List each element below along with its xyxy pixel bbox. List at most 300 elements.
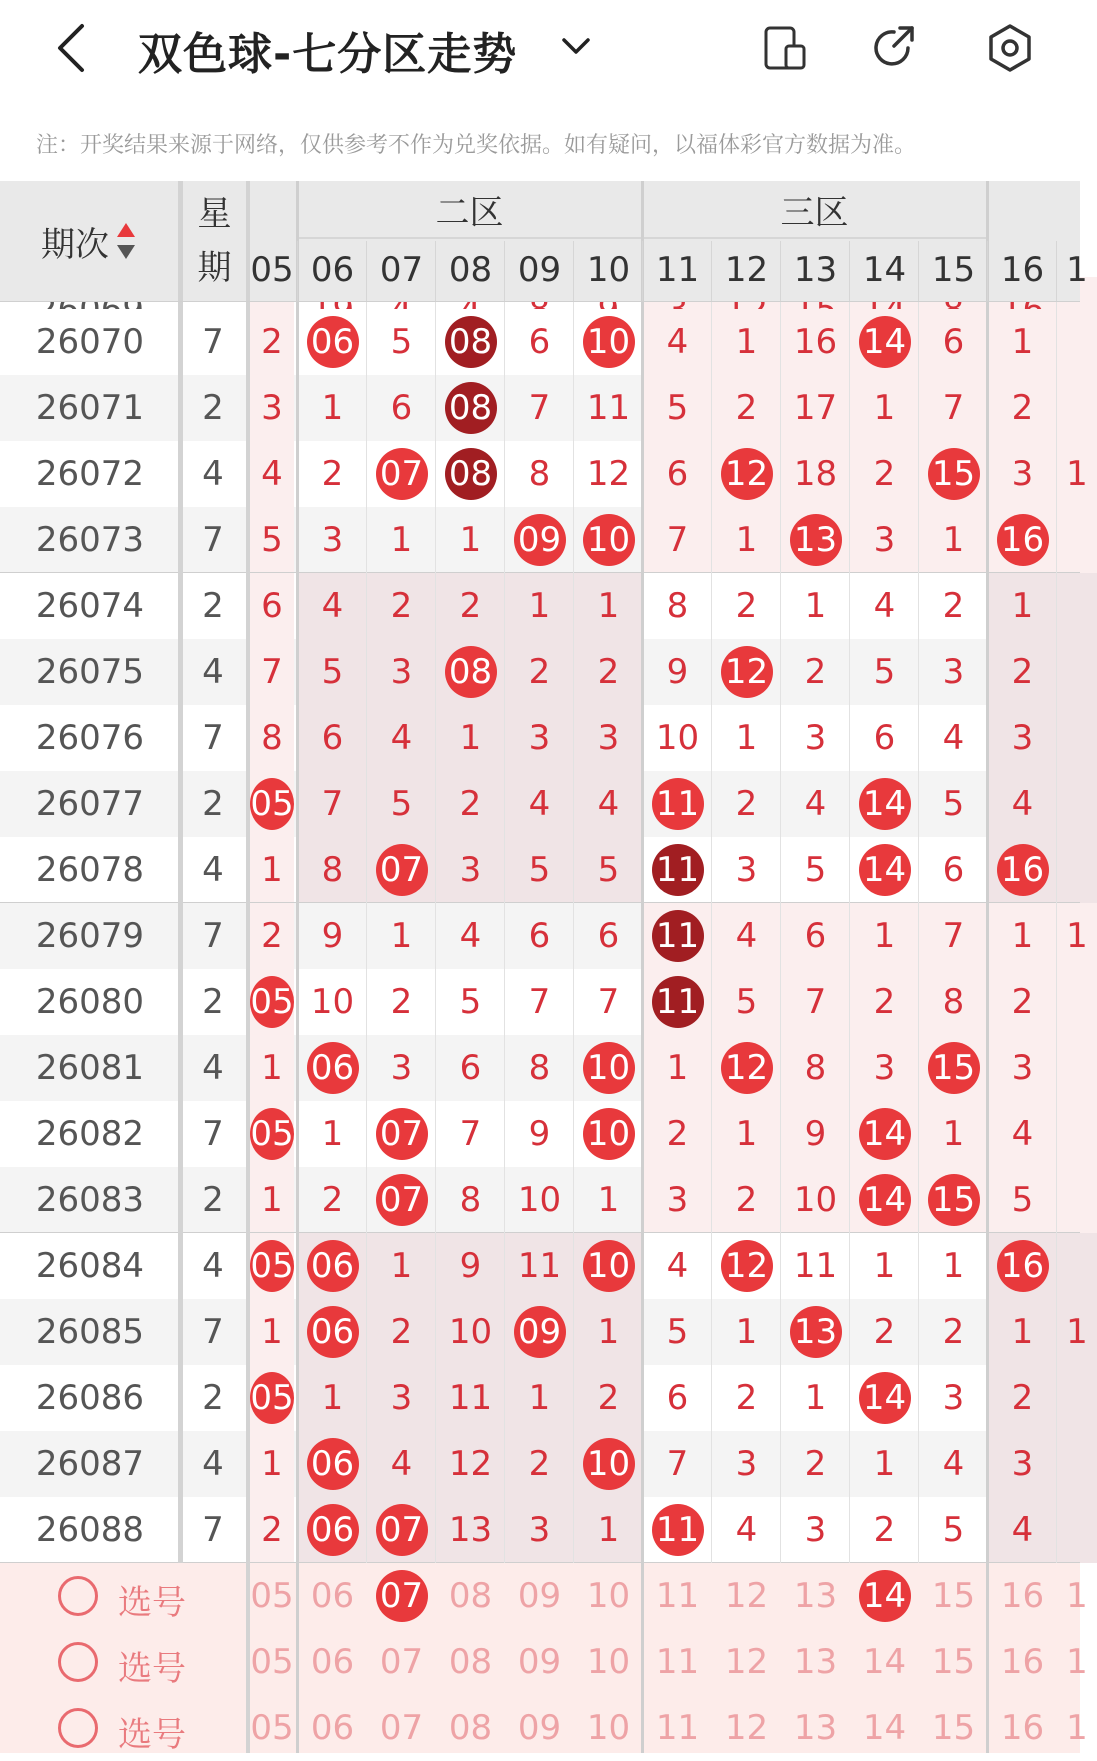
weekday-cell: 7 [202,1312,224,1352]
select-number[interactable]: 09 [517,1708,562,1748]
trend-cell: 6 [666,454,689,494]
trend-cell: 1 [804,586,827,626]
select-number[interactable]: 10 [586,1708,631,1748]
trend-cell: 2 [735,1378,758,1418]
column-separator [296,181,299,1753]
trend-cell: 1 [261,1180,283,1220]
trend-cell: 5 [528,850,551,890]
select-number[interactable] [367,1563,436,1629]
trend-cell: 1 [735,1114,758,1154]
drawn-number-ball: 10 [583,1438,635,1490]
select-number[interactable]: 16 [1000,1708,1045,1748]
top-bar [0,0,1080,100]
weekday-cell: 4 [202,652,224,692]
trend-cell [850,1167,919,1233]
column-separator [987,241,988,301]
drawn-number-ball: 14 [859,1108,911,1160]
trend-cell: 8 [528,1048,551,1088]
device-icon[interactable] [758,22,810,74]
drawn-number-ball: 05 [250,1240,294,1292]
trend-cell: 4 [528,784,551,824]
select-number[interactable]: 05 [250,1708,294,1748]
weekday-cell: 7 [202,916,224,956]
week-header [183,181,246,301]
trend-cell: 1 [1011,322,1034,362]
weekday-cell: 7 [202,520,224,560]
select-number[interactable]: 16 [1000,1576,1045,1616]
trend-cell: 2 [261,916,283,956]
select-number[interactable]: 1 [1066,1708,1088,1748]
select-number[interactable]: 12 [724,1708,769,1748]
trend-cell: 4 [942,1444,965,1484]
trend-cell [850,1365,919,1431]
trend-cell [298,1497,367,1563]
trend-cell: 5 [942,784,965,824]
drawn-number-ball: 16 [997,514,1049,566]
trend-cell: 7 [942,916,965,956]
drawn-number-ball: 07 [376,844,428,896]
trend-cell: 2 [873,1312,896,1352]
trend-cell: 13 [448,1510,493,1550]
trend-cell: 12 [448,1444,493,1484]
trend-cell: 1 [1066,1312,1088,1352]
trend-cell: 7 [321,784,344,824]
column-header: 09 [517,250,562,290]
weekday-cell: 7 [202,322,224,362]
trend-cell [574,507,643,573]
trend-cell: 1 [873,1444,896,1484]
trend-cell: 3 [390,1378,413,1418]
trend-cell: 18 [793,454,838,494]
weekday-cell: 2 [202,982,224,1022]
column-separator [918,241,919,1563]
trend-grid[interactable] [0,181,1088,1755]
select-number[interactable]: 05 [250,1642,294,1682]
trend-cell: 5 [261,520,283,560]
column-separator [642,241,643,301]
period-header[interactable] [0,181,178,301]
trend-cell: 1 [261,1444,283,1484]
column-header: 14 [862,250,907,290]
trend-cell: 1 [1011,586,1034,626]
drawn-number-ball: 07 [376,1504,428,1556]
chevron-down-icon[interactable] [558,32,594,62]
trend-cell: 1 [873,1246,896,1286]
column-header: 16 [1000,250,1045,290]
weekday-cell: 4 [202,454,224,494]
select-number[interactable]: 1 [1066,1576,1088,1616]
select-number[interactable]: 15 [931,1576,976,1616]
column-separator [366,241,367,1563]
trend-cell: 4 [1011,1510,1034,1550]
selected-number-ball[interactable]: 07 [376,1570,428,1622]
trend-cell [781,507,850,573]
trend-cell: 1 [873,916,896,956]
period-cell: 26070 [35,322,145,362]
trend-cell: 5 [1011,1180,1034,1220]
drawn-number-ball: 06 [307,1438,359,1490]
trend-cell: 9 [321,916,344,956]
trend-cell: 4 [666,322,689,362]
trend-cell: 2 [528,1444,551,1484]
select-number[interactable]: 13 [793,1708,838,1748]
select-label[interactable]: 选号 [118,1715,186,1755]
column-header: 07 [379,250,424,290]
column-separator [504,241,505,1563]
select-number[interactable]: 08 [448,1708,493,1748]
trend-cell: 10 [448,1312,493,1352]
trend-cell: 11 [586,388,631,428]
column-header: 13 [793,250,838,290]
drawn-number-ball: 08 [445,646,497,698]
trend-cell: 4 [1011,1114,1034,1154]
drawn-number-ball: 11 [652,976,704,1028]
trend-cell [712,1233,781,1299]
trend-cell [988,507,1057,573]
select-number[interactable]: 09 [517,1576,562,1616]
select-number[interactable]: 11 [655,1642,700,1682]
trend-cell: 1 [528,1378,551,1418]
trend-cell: 1 [459,718,482,758]
trend-cell [643,837,712,903]
select-number[interactable] [850,1563,919,1629]
trend-cell: 10 [310,982,355,1022]
trend-cell: 2 [735,1180,758,1220]
trend-cell: 1 [942,520,965,560]
drawn-number-ball: 10 [583,316,635,368]
trend-cell [919,441,988,507]
drawn-number-ball: 12 [721,1240,773,1292]
select-number[interactable]: 12 [724,1642,769,1682]
trend-cell: 6 [321,718,344,758]
trend-cell: 1 [873,388,896,428]
drawn-number-ball: 13 [790,514,842,566]
trend-cell: 3 [804,1510,827,1550]
trend-cell: 7 [666,520,689,560]
trend-cell: 2 [528,652,551,692]
trend-cell: 2 [321,1180,344,1220]
trend-cell: 1 [1011,1312,1034,1352]
trend-cell: 5 [390,322,413,362]
trend-cell: 2 [597,1378,620,1418]
select-number[interactable]: 12 [724,1576,769,1616]
back-icon[interactable] [52,22,92,74]
trend-cell: 1 [1011,916,1034,956]
trend-cell: 4 [597,784,620,824]
trend-cell: 1 [321,1114,344,1154]
drawn-number-ball: 07 [376,448,428,500]
weekday-cell: 4 [202,1444,224,1484]
select-number[interactable]: 16 [1000,1642,1045,1682]
trend-cell: 6 [873,718,896,758]
trend-cell [250,1365,294,1431]
trend-cell [250,969,294,1035]
drawn-number-ball: 10 [583,1108,635,1160]
drawn-number-ball: 05 [250,976,294,1028]
column-separator [780,241,781,1563]
select-number[interactable]: 10 [586,1576,631,1616]
trend-cell: 1 [735,322,758,362]
trend-cell: 3 [1011,1444,1034,1484]
select-number[interactable]: 07 [379,1642,424,1682]
period-cell: 26075 [35,652,145,692]
trend-cell [250,1101,294,1167]
column-separator [573,241,574,301]
drawn-number-ball: 08 [445,382,497,434]
trend-cell: 4 [666,1246,689,1286]
period-cell: 26087 [35,1444,145,1484]
select-number[interactable]: 05 [250,1576,294,1616]
trend-cell: 11 [448,1378,493,1418]
trend-cell [436,375,505,441]
trend-cell: 2 [873,454,896,494]
trend-cell [367,1101,436,1167]
period-cell: 26079 [35,916,145,956]
trend-cell: 3 [321,520,344,560]
select-number[interactable]: 14 [862,1708,907,1748]
column-separator [178,181,183,1563]
trend-cell [712,639,781,705]
trend-cell: 5 [597,850,620,890]
trend-cell [505,507,574,573]
column-separator [780,241,781,301]
trend-cell: 7 [597,982,620,1022]
trend-cell [643,903,712,969]
column-separator [711,241,712,301]
trend-cell: 4 [390,718,413,758]
settings-icon[interactable] [984,22,1036,74]
trend-cell: 3 [1011,454,1034,494]
select-radio[interactable] [58,1642,98,1682]
trend-cell: 1 [261,1048,283,1088]
trend-cell: 2 [1011,982,1034,1022]
trend-cell [574,1233,643,1299]
trend-cell: 1 [735,520,758,560]
trend-cell: 4 [261,454,283,494]
select-number[interactable]: 07 [379,1708,424,1748]
select-radio[interactable] [58,1708,98,1748]
select-number[interactable]: 06 [310,1708,355,1748]
trend-cell: 2 [1011,1378,1034,1418]
trend-cell: 16 [793,322,838,362]
select-number[interactable]: 13 [793,1576,838,1616]
trend-cell: 2 [390,586,413,626]
column-separator [297,241,298,301]
trend-cell: 9 [528,1114,551,1154]
trend-cell: 7 [459,1114,482,1154]
select-number[interactable]: 15 [931,1708,976,1748]
drawn-number-ball: 06 [307,1042,359,1094]
trend-cell: 2 [942,1312,965,1352]
trend-cell [919,1167,988,1233]
drawn-number-ball: 08 [445,448,497,500]
trend-cell [850,309,919,375]
trend-cell: 2 [1011,388,1034,428]
select-number[interactable]: 1 [1066,1642,1088,1682]
column-separator [504,241,505,301]
trend-cell: 1 [597,1180,620,1220]
select-number[interactable]: 08 [448,1642,493,1682]
column-header: 1 [1066,250,1088,290]
trend-cell [367,1167,436,1233]
trend-cell: 1 [390,520,413,560]
select-label[interactable]: 选号 [118,1649,186,1689]
trend-cell: 6 [942,850,965,890]
drawn-number-ball: 05 [250,1372,294,1424]
column-header: 15 [931,250,976,290]
trend-cell [367,837,436,903]
trend-cell: 1 [735,1312,758,1352]
trend-cell: 2 [261,322,283,362]
trend-cell [250,1233,294,1299]
period-cell: 26076 [35,718,145,758]
select-number[interactable]: 06 [310,1576,355,1616]
trend-cell: 3 [873,1048,896,1088]
trend-cell: 3 [942,652,965,692]
select-number[interactable]: 11 [655,1708,700,1748]
column-separator [918,241,919,301]
selected-number-ball[interactable]: 14 [859,1570,911,1622]
column-separator [986,181,989,1753]
trend-cell [367,441,436,507]
trend-cell: 3 [1011,718,1034,758]
column-separator [246,181,250,1753]
trend-cell: 10 [793,1180,838,1220]
trend-cell: 7 [528,982,551,1022]
trend-cell: 9 [459,1246,482,1286]
trend-cell: 6 [261,586,283,626]
column-separator [366,241,367,301]
column-separator [435,241,436,1563]
weekday-cell: 4 [202,850,224,890]
select-number[interactable]: 09 [517,1642,562,1682]
trend-cell: 2 [390,1312,413,1352]
week-header-top: 星 [197,194,232,234]
select-radio[interactable] [58,1576,98,1616]
period-cell: 26082 [35,1114,145,1154]
trend-cell: 2 [261,1510,283,1550]
select-label[interactable]: 选号 [118,1583,186,1623]
drawn-number-ball: 05 [250,1108,294,1160]
trend-cell: 4 [873,586,896,626]
trend-cell: 6 [804,916,827,956]
drawn-number-ball: 14 [859,1174,911,1226]
drawn-number-ball: 10 [583,514,635,566]
trend-cell [574,1101,643,1167]
trend-cell: 3 [735,850,758,890]
trend-cell [919,1035,988,1101]
trend-cell: 1 [666,1048,689,1088]
column-header: 12 [724,250,769,290]
select-number[interactable]: 14 [862,1642,907,1682]
trend-cell: 3 [735,1444,758,1484]
drawn-number-ball: 16 [997,1240,1049,1292]
trend-cell: 1 [942,1114,965,1154]
trend-cell: 2 [804,1444,827,1484]
trend-cell [436,309,505,375]
trend-cell: 3 [459,850,482,890]
drawn-number-ball: 14 [859,1372,911,1424]
trend-cell: 2 [1011,652,1034,692]
trend-cell: 2 [873,1510,896,1550]
select-number[interactable]: 13 [793,1642,838,1682]
weekday-cell: 4 [202,1246,224,1286]
trend-cell: 2 [666,1114,689,1154]
page-title[interactable]: 双色球-七分区走势 [138,29,518,80]
drawn-number-ball: 05 [250,778,294,830]
trend-cell: 3 [390,652,413,692]
weekday-cell: 4 [202,1048,224,1088]
drawn-number-ball: 11 [652,1504,704,1556]
column-separator [641,181,644,1753]
trend-cell: 10 [655,718,700,758]
weekday-cell: 2 [202,586,224,626]
zone-3-header: 三区 [643,181,986,239]
trend-cell: 3 [390,1048,413,1088]
trend-cell: 1 [528,586,551,626]
trend-cell: 4 [735,916,758,956]
select-number[interactable]: 10 [586,1642,631,1682]
trend-cell: 6 [390,388,413,428]
trend-cell: 6 [528,916,551,956]
trend-cell: 5 [459,982,482,1022]
zone-2-header: 二区 [298,181,641,239]
select-number[interactable]: 15 [931,1642,976,1682]
weekday-cell: 2 [202,1378,224,1418]
drawn-number-ball: 06 [307,1306,359,1358]
trend-cell: 5 [735,982,758,1022]
drawn-number-ball: 06 [307,316,359,368]
trend-cell: 2 [804,652,827,692]
trend-cell: 3 [1011,1048,1034,1088]
select-number[interactable]: 06 [310,1642,355,1682]
trend-cell: 1 [261,1312,283,1352]
trend-cell: 5 [873,652,896,692]
drawn-number-ball: 10 [583,1042,635,1094]
trend-cell: 8 [528,454,551,494]
trend-cell: 5 [666,388,689,428]
period-cell: 26086 [35,1378,145,1418]
drawn-number-ball: 15 [928,1042,980,1094]
weekday-cell: 7 [202,718,224,758]
trend-cell: 2 [735,388,758,428]
drawn-number-ball: 10 [583,1240,635,1292]
drawn-number-ball: 15 [928,1174,980,1226]
drawn-number-ball: 11 [652,844,704,896]
trend-cell [988,837,1057,903]
trend-cell: 6 [528,322,551,362]
trend-cell: 7 [528,388,551,428]
trend-cell: 7 [804,982,827,1022]
trend-cell: 2 [321,454,344,494]
drawn-number-ball: 12 [721,1042,773,1094]
share-icon[interactable] [868,22,920,74]
select-number[interactable]: 08 [448,1576,493,1616]
trend-cell: 1 [321,388,344,428]
drawn-number-ball: 16 [997,844,1049,896]
trend-cell: 2 [459,586,482,626]
trend-cell [850,837,919,903]
trend-cell: 10 [517,1180,562,1220]
trend-cell: 8 [804,1048,827,1088]
trend-cell: 4 [735,1510,758,1550]
period-cell: 26078 [35,850,145,890]
sort-icon[interactable] [115,221,137,261]
drawn-number-ball: 12 [721,646,773,698]
trend-cell: 2 [735,784,758,824]
trend-cell: 5 [804,850,827,890]
select-number[interactable]: 11 [655,1576,700,1616]
